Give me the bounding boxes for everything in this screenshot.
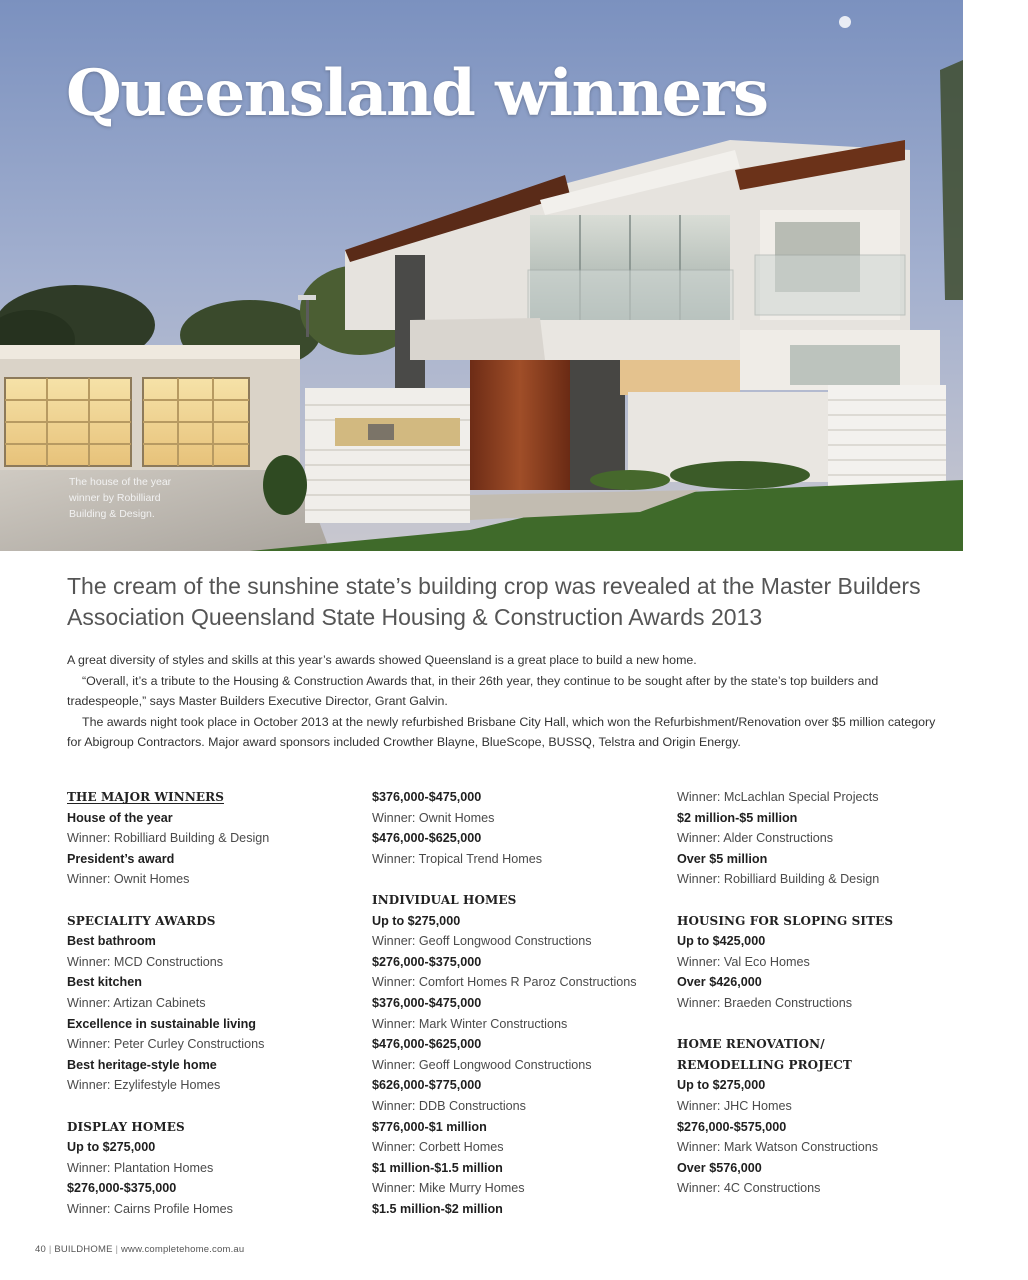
award-winner: Winner: Ezylifestyle Homes	[67, 1078, 221, 1093]
award-category: $476,000-$625,000	[372, 831, 482, 846]
award-category: $276,000-$375,000	[372, 954, 482, 969]
footer-separator: |	[48, 1244, 52, 1255]
award-winner: Winner: 4C Constructions	[677, 1181, 821, 1196]
section-heading-individual-homes: INDIVIDUAL HOMES	[372, 892, 517, 907]
award-category: Over $5 million	[677, 851, 768, 866]
section-heading-speciality-awards: SPECIALITY AWARDS	[67, 913, 216, 928]
award-category: Up to $275,000	[372, 913, 461, 928]
award-winner: Winner: Geoff Longwood Constructions	[372, 934, 592, 949]
award-category: $776,000-$1 million	[372, 1119, 487, 1134]
award-winner: Winner: Corbett Homes	[372, 1140, 504, 1155]
award-winner: Winner: JHC Homes	[677, 1098, 792, 1113]
award-winner: Winner: Robilliard Building & Design	[677, 872, 880, 887]
award-winner: Winner: Mark Watson Constructions	[677, 1140, 879, 1155]
article-body	[67, 650, 947, 753]
award-category: Over $426,000	[677, 975, 762, 990]
award-winner: Winner: Tropical Trend Homes	[372, 851, 543, 866]
award-winner: Winner: Val Eco Homes	[677, 954, 810, 969]
award-category: Best heritage-style home	[67, 1057, 217, 1072]
award-category: Up to $425,000	[677, 934, 766, 949]
page-number: 40	[35, 1244, 46, 1255]
section-heading-major-winners: THE MAJOR WINNERS	[67, 790, 224, 804]
photo-caption: The house of the year winner by Robilliard Building & Design.	[69, 476, 172, 520]
award-category: $626,000-$775,000	[372, 1078, 482, 1093]
results-column-1	[67, 787, 357, 1219]
award-category: $276,000-$375,000	[67, 1181, 177, 1196]
award-category: President’s award	[67, 851, 175, 866]
award-winner: Winner: Peter Curley Constructions	[67, 1037, 265, 1052]
award-winner: Winner: McLachlan Special Projects	[677, 790, 879, 804]
award-winner: Winner: Ownit Homes	[67, 872, 190, 887]
award-category: $376,000-$475,000	[372, 790, 482, 804]
magazine-name: BUILDHOME	[54, 1244, 113, 1255]
award-category: $276,000-$575,000	[677, 1119, 787, 1134]
results-column-2	[372, 787, 662, 1219]
award-winner: Winner: Geoff Longwood Constructions	[372, 1057, 592, 1072]
award-winner: Winner: Alder Constructions	[677, 831, 834, 846]
award-winner: Winner: Robilliard Building & Design	[67, 831, 270, 846]
section-heading-remodelling: REMODELLING PROJECT	[677, 1057, 852, 1072]
body-paragraph-3: The awards night took place in October 2013 at the newly refurbished Brisbane City Hall, which won the Refurbishment/Renovation over $5 million category for Abigroup Contractors. Major award sponsors included Crowther Blayne, BlueScope, BUSSQ, Telstra and Origin Energy.	[67, 714, 936, 749]
award-category: Up to $275,000	[67, 1140, 156, 1155]
award-category: House of the year	[67, 810, 173, 825]
body-paragraph-1: A great diversity of styles and skills at this year’s awards showed Queensland is a great place to build a new home.	[67, 653, 697, 667]
award-category: $476,000-$625,000	[372, 1037, 482, 1052]
section-heading-display-homes: DISPLAY HOMES	[67, 1119, 185, 1134]
award-winner: Winner: Plantation Homes	[67, 1160, 214, 1175]
page-footer	[35, 1244, 244, 1255]
award-winner: Winner: Ownit Homes	[372, 810, 495, 825]
award-category: Up to $275,000	[677, 1078, 766, 1093]
standfirst: The cream of the sunshine state’s building crop was revealed at the Master Builders Association Queensland State Housing & Construction Awards 2013	[67, 573, 921, 630]
hero-photo	[0, 0, 963, 551]
body-paragraph-2: “Overall, it’s a tribute to the Housing & Construction Awards that, in their 26th year, they continue to be sought after by the state’s top builders and tradespeople,” says Master Builders Executive Director, Grant Galvin.	[67, 673, 879, 708]
award-winner: Winner: Mark Winter Constructions	[372, 1016, 568, 1031]
award-winner: Winner: Artizan Cabinets	[67, 995, 206, 1010]
award-winner: Winner: DDB Constructions	[372, 1098, 526, 1113]
award-category: Best kitchen	[67, 975, 142, 990]
award-winner: Winner: Cairns Profile Homes	[67, 1201, 233, 1216]
award-winner: Winner: Braeden Constructions	[677, 995, 852, 1010]
award-category: $2 million-$5 million	[677, 810, 798, 825]
footer-separator: |	[115, 1244, 119, 1255]
award-category: Excellence in sustainable living	[67, 1016, 256, 1031]
page-title: Queensland winners	[66, 56, 768, 131]
results-column-3	[677, 787, 967, 1199]
award-category: Best bathroom	[67, 934, 156, 949]
website-url[interactable]: www.completehome.com.au	[120, 1244, 245, 1255]
award-category: Over $576,000	[677, 1160, 762, 1175]
award-winner: Winner: Comfort Homes R Paroz Constructions	[372, 975, 637, 990]
section-heading-sloping-sites: HOUSING FOR SLOPING SITES	[677, 913, 894, 928]
award-category: $376,000-$475,000	[372, 995, 482, 1010]
award-winner: Winner: Mike Murry Homes	[372, 1181, 525, 1196]
award-category: $1 million-$1.5 million	[372, 1160, 503, 1175]
award-winner: Winner: MCD Constructions	[67, 954, 224, 969]
section-heading-renovation: HOME RENOVATION/	[677, 1037, 825, 1052]
award-category: $1.5 million-$2 million	[372, 1201, 503, 1216]
